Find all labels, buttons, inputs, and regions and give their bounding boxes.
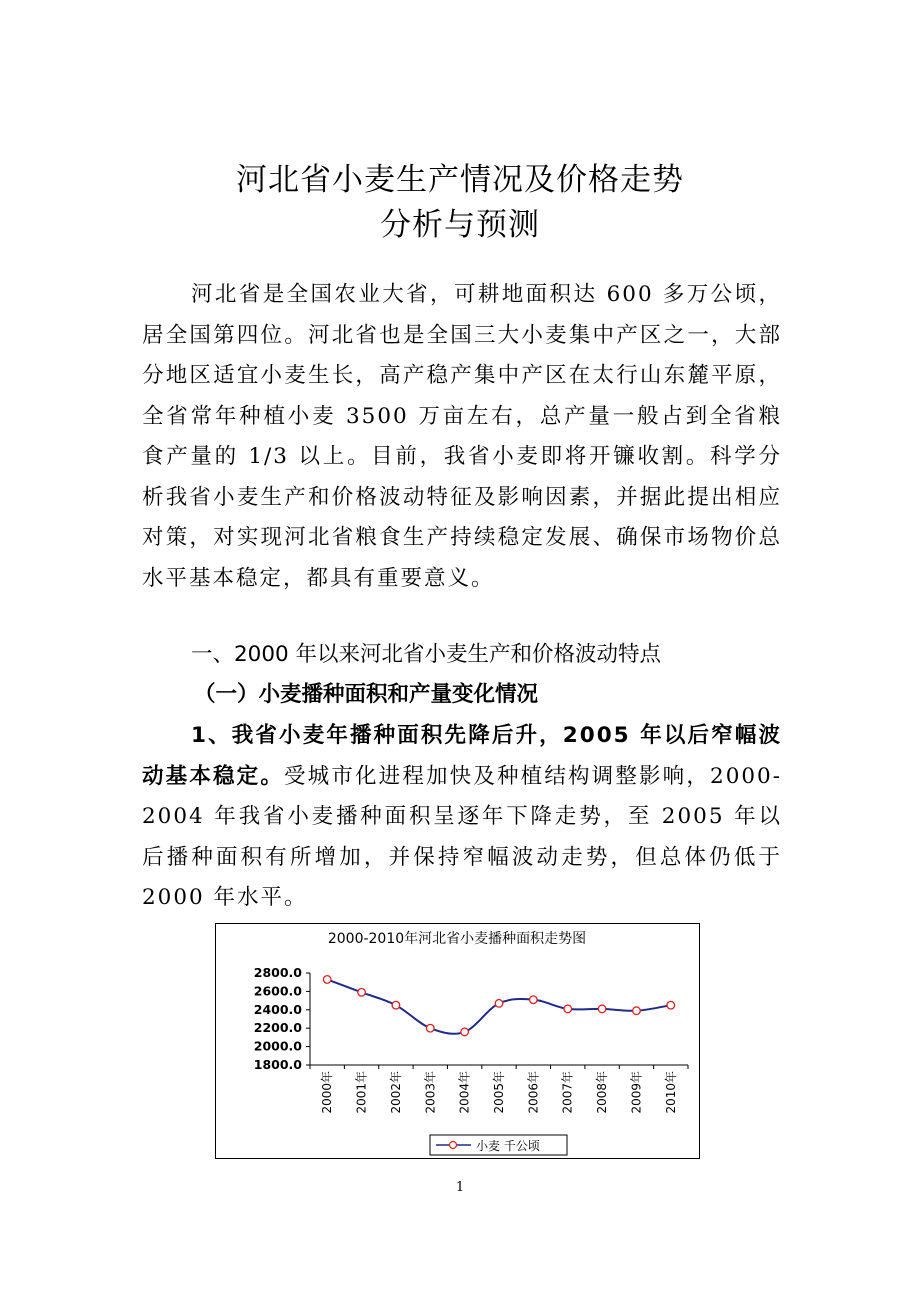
chart-title: 2000-2010年河北省小麦播种面积走势图 — [327, 931, 587, 947]
legend-label: 小麦 千公顷 — [476, 1139, 540, 1153]
data-point — [564, 1005, 572, 1013]
data-point — [358, 989, 366, 997]
x-tick-label: 2002年 — [388, 1071, 403, 1114]
section-heading-1: 一、2000 年以来河北省小麦生产和价格波动特点 — [191, 642, 662, 667]
x-tick-label: 2004年 — [457, 1071, 472, 1114]
chart-legend — [430, 1135, 567, 1155]
data-point — [633, 1007, 641, 1015]
x-tick-label: 2006年 — [526, 1071, 541, 1114]
data-point — [495, 1000, 503, 1008]
x-tick-label: 2003年 — [423, 1071, 438, 1114]
y-tick-label: 2400.0 — [253, 1001, 302, 1017]
x-tick-label: 2005年 — [492, 1071, 506, 1114]
area-chart-svg — [216, 924, 699, 1158]
y-tick-label: 2600.0 — [253, 983, 302, 999]
intro-paragraph: 河北省是全国农业大省，可耕地面积达 600 多万公顷，居全国第四位。河北省也是全国三大小麦集中产区之一，大部分地区适宜小麦生长，高产稳产集中产区在太行山东麓平原，全省常年种植小麦 3500 万亩左右，总产量一般占到全省粮食产量的 1/3 以上。目前，我省小麦即将开镰收割。科学分析我省小麦生产和价格波动特征及影响因素，并据此提出相应对策，对实现河北省粮食生产持续稳定发展、确保市场物价总水平基本稳定，都具有重要意义。 — [142, 282, 782, 591]
x-axis — [310, 1065, 688, 1114]
area-chart — [215, 923, 700, 1159]
x-tick-label: 2010年 — [663, 1071, 678, 1114]
data-point — [323, 976, 331, 984]
data-point — [426, 1024, 434, 1032]
data-point — [392, 1001, 400, 1009]
y-tick-label: 2200.0 — [253, 1020, 302, 1036]
page-subtitle: 分析与预测 — [380, 207, 540, 243]
y-axis — [254, 965, 310, 1072]
page-number: 1 — [455, 1180, 465, 1195]
x-tick-label: 2007年 — [560, 1071, 575, 1114]
point-1-lead: 1、我省小麦年播种面积先降后升，2005 年以后窄幅波动基本稳定。 — [142, 723, 782, 789]
page-title: 河北省小麦生产情况及价格走势 — [236, 162, 684, 198]
x-tick-label: 2001年 — [354, 1071, 369, 1114]
x-tick-label: 2009年 — [629, 1071, 644, 1114]
x-tick-label: 2008年 — [595, 1071, 610, 1114]
chart-series — [323, 976, 674, 1036]
y-tick-label: 2000.0 — [253, 1038, 302, 1054]
point-1-paragraph — [142, 716, 782, 919]
subsection-heading-1: （一）小麦播种面积和产量变化情况 — [194, 682, 539, 707]
point-1-text: 受城市化进程加快及种植结构调整影响，2000-2004 年我省小麦播种面积呈逐年下降走势，至 2005 年以后播种面积有所增加，并保持窄幅波动走势，但总体仍低于 2000 年水平。 — [142, 763, 782, 910]
legend-marker — [450, 1142, 457, 1149]
data-point — [461, 1028, 469, 1036]
data-point — [667, 1001, 675, 1009]
x-tick-label: 2000年 — [320, 1071, 335, 1114]
data-point — [530, 996, 538, 1004]
y-tick-label: 2800.0 — [253, 965, 302, 980]
data-point — [598, 1005, 606, 1013]
y-tick-label: 1800.0 — [253, 1057, 302, 1072]
